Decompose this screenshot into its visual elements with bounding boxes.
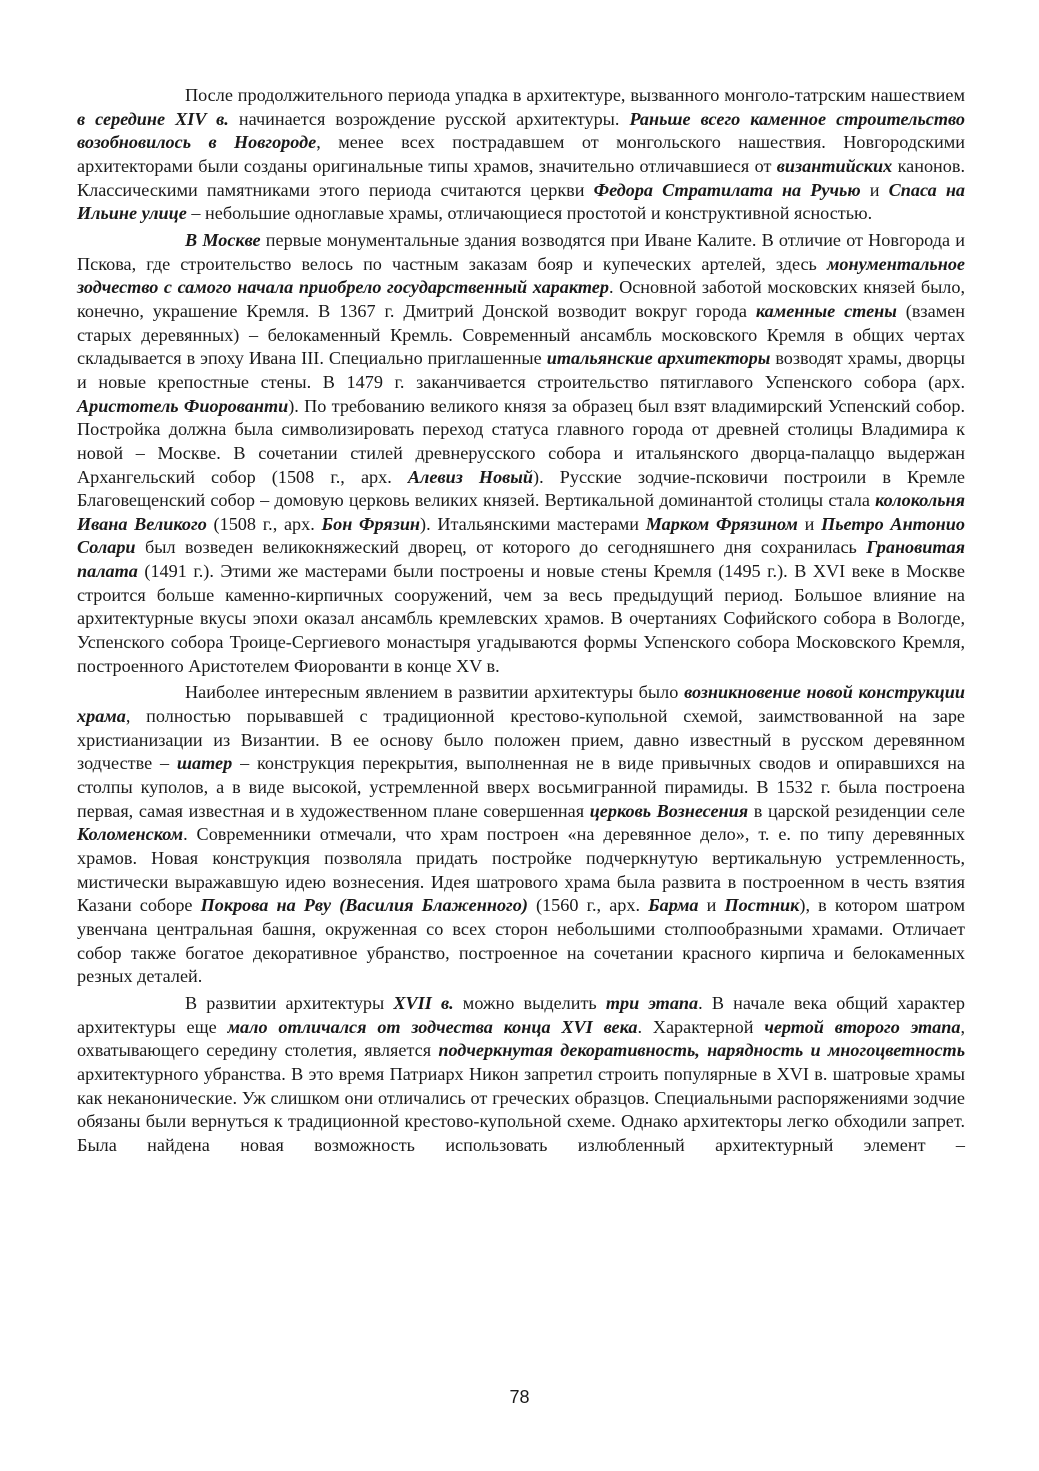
- text-run: (1491 г.). Этими же мастерами были построены и новые стены Кремля (1495 г.). В XVI веке в Москве строится больше каменно-кирпичных сооружений, чем за весь предыдущий период. Большое влияние на архитектурные вкусы эпохи оказал ансамбль кремлевских храмов. В очертаниях Софийского собора в Вологде, Успенского собора Троице-Сергиевого монастыря угадываются формы Успенского собора Московского Кремля, построенного Аристотелем Фиорованти в конце XV в.: [77, 561, 965, 676]
- text-run: (взамен старых деревянных) – белокаменный Кремль. Современный ансамбль московского Кремля в общих чертах складывается в эпоху Ивана III. Специально приглашенные: [77, 300, 966, 369]
- emphasized-term: Коломенском: [77, 824, 184, 845]
- emphasized-term: Федора Стратилата на Ручью: [593, 179, 861, 200]
- text-run: . Характерной: [637, 1016, 765, 1037]
- emphasized-term: Аристотель Фиорованти: [77, 395, 289, 416]
- text-run: начинается возрождение русской архитектуры.: [228, 108, 630, 129]
- text-run: . Основной заботой московских князей было, конечно, украшение Кремля. В 1367 г. Дмитрий Донской возводит вокруг города: [77, 277, 966, 321]
- text-run: , полностью порывавшей с традиционной крестово-купольной схемой, заимствованной на заре христианизации из Византии. В ее основу было положен прием, давно известный в русском деревянном зодчестве –: [77, 706, 965, 774]
- text-run: ), в котором шатром увенчана центральная башня, окруженная со всех сторон небольшими столпообразными храмами. Отличает собор также богатое декоративное убранство, построенное на сочетании красного кирпича и белокаменных резных деталей.: [77, 895, 965, 987]
- text-run: ). По требованию великого князя за образец был взят владимирский Успенский собор. Постройка должна была символизировать переход статуса главного города от древней столицы Владимира к новой – Москве. В сочетании стилей древнерусского собора и итальянского дворца-палаццо выдержан Архангельский собор (1508 г., арх.: [77, 395, 965, 487]
- text-run: В развитии архитектуры: [185, 992, 394, 1013]
- text-run: и: [698, 895, 725, 916]
- emphasized-term: чертой второго этапа: [764, 1016, 961, 1037]
- emphasized-term: подчеркнутая декоративность, нарядность и многоцветность: [438, 1040, 966, 1061]
- emphasized-term: Бон Фрязин: [321, 513, 421, 534]
- text-run: Наиболее интересным явлением в развитии архитектуры было: [185, 682, 685, 703]
- text-run: канонов. Классическими памятниками этого периода считаются церкви: [77, 155, 966, 200]
- emphasized-term: в середине XIV в.: [77, 108, 229, 129]
- text-run: и: [860, 179, 889, 200]
- text-run: архитектурного убранства. В это время Патриарх Никон запретил строить популярные в XVI в. шатровые храмы как неканонические. Уж слишком они отличались от греческих образцов. Специальными распоряжениями зодчие обязаны были вернуться к традиционной крестово-купольной схеме. Однако архитекторы легко обходили запрет. Была найдена новая возможность использовать излюбленный архитектурный элемент –: [77, 1063, 965, 1155]
- text-run: После продолжительного периода упадка в архитектуре, вызванного монголо-татрским нашествием: [185, 85, 965, 105]
- text-run: , охватывающего середину столетия, является: [77, 1016, 965, 1061]
- emphasized-term: Покрова на Рву (Василия Блаженного): [200, 895, 528, 916]
- emphasized-term: Пьетро Антонио Солари: [77, 513, 965, 558]
- emphasized-term: В Москве: [185, 229, 261, 250]
- text-run: . В начале века общий характер архитектуры еще: [77, 992, 966, 1037]
- text-run: (1560 г., арх.: [527, 895, 649, 916]
- emphasized-term: монументальное зодчество с самого начала приобрело государственный характер: [77, 253, 965, 298]
- paragraph: [77, 681, 965, 989]
- emphasized-term: возникновение новой конструкции храма: [77, 682, 965, 727]
- text-run: . Современники отмечали, что храм построен «на деревянное дело», т. е. по типу деревянных храмов. Новая конструкция позволяла придать постройке подчеркнутую вертикальную устремленность, мистически выражавшую идею вознесения. Идея шатрового храма была развита в построенном в честь взятия Казани соборе: [77, 824, 965, 916]
- text-run: ). Итальянскими мастерами: [420, 513, 646, 534]
- emphasized-term: Барма: [648, 895, 699, 916]
- emphasized-term: Постник: [724, 895, 800, 916]
- emphasized-term: Алевиз Новый: [407, 466, 534, 487]
- page-number: 78: [509, 1387, 530, 1407]
- text-run: ). Русские зодчие-псковичи построили в Кремле Благовещенский собор – домовую церковь великих князей. Вертикальной доминантой столицы стала: [77, 466, 965, 511]
- emphasized-term: мало отличался от зодчества конца XVI века: [227, 1016, 638, 1037]
- emphasized-term: Спаса на Ильине улице: [77, 179, 966, 224]
- document-page: [77, 84, 965, 1161]
- emphasized-term: Грановитая палата: [77, 537, 965, 582]
- emphasized-term: Раньше всего каменное строительство возобновилось в Новгороде: [77, 108, 965, 153]
- emphasized-term: византийских: [776, 155, 893, 176]
- text-run: возводят храмы, дворцы и новые крепостные стены. В 1479 г. заканчивается строительство пятиглавого Успенского собора (арх.: [77, 348, 966, 392]
- paragraph: [77, 992, 965, 1158]
- text-run: был возведен великокняжеский дворец, от которого до сегодняшнего дня сохранилась: [135, 537, 867, 558]
- text-run: , менее всех пострадавшем от монгольского нашествия. Новгородскими архитекторами были созданы оригинальные типы храмов, значительно отличавшиеся от: [77, 132, 965, 176]
- emphasized-term: итальянские архитекторы: [546, 348, 771, 369]
- text-run: и: [797, 513, 822, 534]
- emphasized-term: Марком Фрязином: [645, 513, 798, 534]
- emphasized-term: церковь Вознесения: [589, 800, 749, 821]
- text-run: – конструкция перекрытия, выполненная не в виде привычных сводов и опиравшихся на столпы куполов, а в виде высокой, устремленной вверх восьмигранной пирамиды. В 1532 г. была построена первая, самая известная и в художественном плане совершенная: [77, 753, 965, 821]
- emphasized-term: каменные стены: [755, 300, 897, 321]
- text-run: можно выделить: [453, 992, 606, 1013]
- emphasized-term: шатер: [176, 753, 233, 774]
- emphasized-term: XVII в.: [393, 992, 454, 1013]
- text-run: – небольшие одноглавые храмы, отличающиеся простотой и конструктивной ясностью.: [186, 203, 873, 224]
- emphasized-term: три этапа: [605, 992, 699, 1013]
- emphasized-term: колокольня Ивана Великого: [77, 490, 965, 534]
- text-run: (1508 г., арх.: [206, 513, 322, 534]
- paragraph: [77, 229, 965, 678]
- text-run: в царской резиденции селе: [748, 800, 965, 821]
- paragraph: [77, 84, 965, 226]
- text-run: первые монументальные здания возводятся при Иване Калите. В отличие от Новгорода и Пскова, где строительство велось по частным заказам бояр и купеческих артелей, здесь: [77, 229, 966, 274]
